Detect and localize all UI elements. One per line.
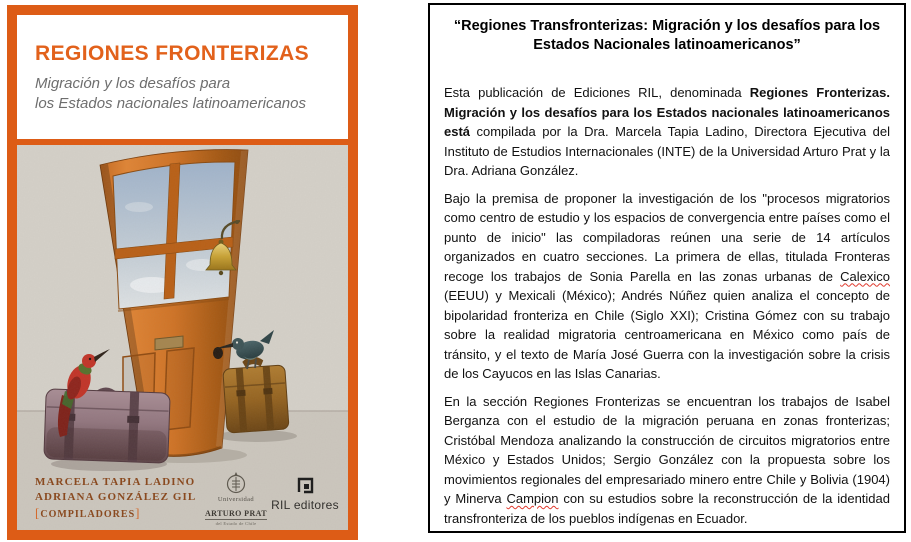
door-scene-illustration (17, 145, 348, 530)
universidad-arturo-prat-logo (205, 471, 267, 526)
author-name: MARCELA TAPIA LADINO (35, 476, 196, 488)
compilers-text: COMPILADORES (40, 509, 136, 520)
text-run: Bajo la premisa de proponer la investigación de los "procesos migratorios como centro de estudio y los espacios de convergencia entre países como el punto de inicio" las compiladoras reúnen una serie de 14 artículos organizados en cuatro secciones. La primera de ellas, titulada Fronteras recoge los trabajos de Sonia Parella en las zonas urbanas de (444, 190, 890, 284)
paragraph (444, 392, 890, 529)
cover-subtitle-line1: Migración y los desafíos para (35, 75, 231, 92)
cover-title: REGIONES FRONTERIZAS (35, 42, 310, 65)
paragraph (444, 83, 890, 181)
paragraph (444, 189, 890, 384)
spellcheck-underlined-word: Calexico (840, 268, 890, 284)
panel-title: “Regiones Transfronterizas: Migración y los desafíos para los Estados Nacionales latinoamericanos” (453, 18, 881, 53)
text-run: En la sección Regiones Fronterizas se encuentran los trabajos de Isabel Berganza con el estudio de la migración peruana en zonas fronterizas; Cristóbal Mendoza analizando la construcción de circuitos migratorios entre México y Estados Unidos; Sergio González con la propuesta sobre los movimientos regionales del empresariado minero entre Chile y Bolivia (1904) y Minerva (444, 393, 890, 506)
paper-texture-overlay (17, 145, 348, 530)
compilers-label (35, 505, 196, 522)
book-cover (7, 5, 358, 540)
bracket-open: [ (35, 505, 41, 520)
text-run: compilada por la Dra. Marcela Tapia Ladino, Directora Ejecutiva del Instituto de Estudios Internacionales (INTE) de la Universidad Arturo Prat y la Dra. Adriana González. (444, 124, 890, 178)
cover-authors (35, 475, 196, 522)
ril-square-icon (296, 476, 315, 495)
ril-logo-text: RIL editores (271, 498, 339, 512)
bracket-close: ] (135, 505, 141, 520)
text-run: Esta publicación de Ediciones RIL, denominada (444, 85, 750, 100)
cover-title-block (17, 15, 348, 139)
author-name: ADRIANA GONZÁLEZ GIL (35, 491, 197, 503)
text-run: con su estudios sobre la reconstrucción de la identidad transfronteriza de los pueblos indígenas en Ecuador. (444, 491, 890, 526)
cover-subtitle (35, 74, 348, 114)
university-crest-icon (225, 471, 247, 495)
description-panel (428, 3, 906, 533)
panel-paragraphs (444, 83, 890, 528)
university-logo-line1: Universidad (217, 496, 255, 503)
spellcheck-underlined-word: Campion (506, 491, 559, 506)
cover-subtitle-line2: los Estados nacionales latinoamericanos (35, 95, 306, 112)
cover-illustration (17, 145, 348, 530)
university-logo-line2: ARTURO PRAT (205, 509, 267, 518)
text-run: (EEUU) y Mexicali (México); Andrés Núñez quien analiza el concepto de bipolaridad fronteriza en Chile (Siglo XXI); Cristina Gómez con su trabajo sobre la realidad migratoria centroamericana en México como país de tránsito, y el texto de María José Guerra con la investigación sobre la crisis de los Cayucos en las Islas Canarias. (444, 288, 890, 381)
text-run: Regiones Fronterizas. Migración y los desafíos para los Estados nacionales latinoamericanos está (444, 85, 890, 139)
ril-editores-logo (269, 476, 341, 512)
university-logo-line3: del Estado de Chile (215, 521, 257, 526)
